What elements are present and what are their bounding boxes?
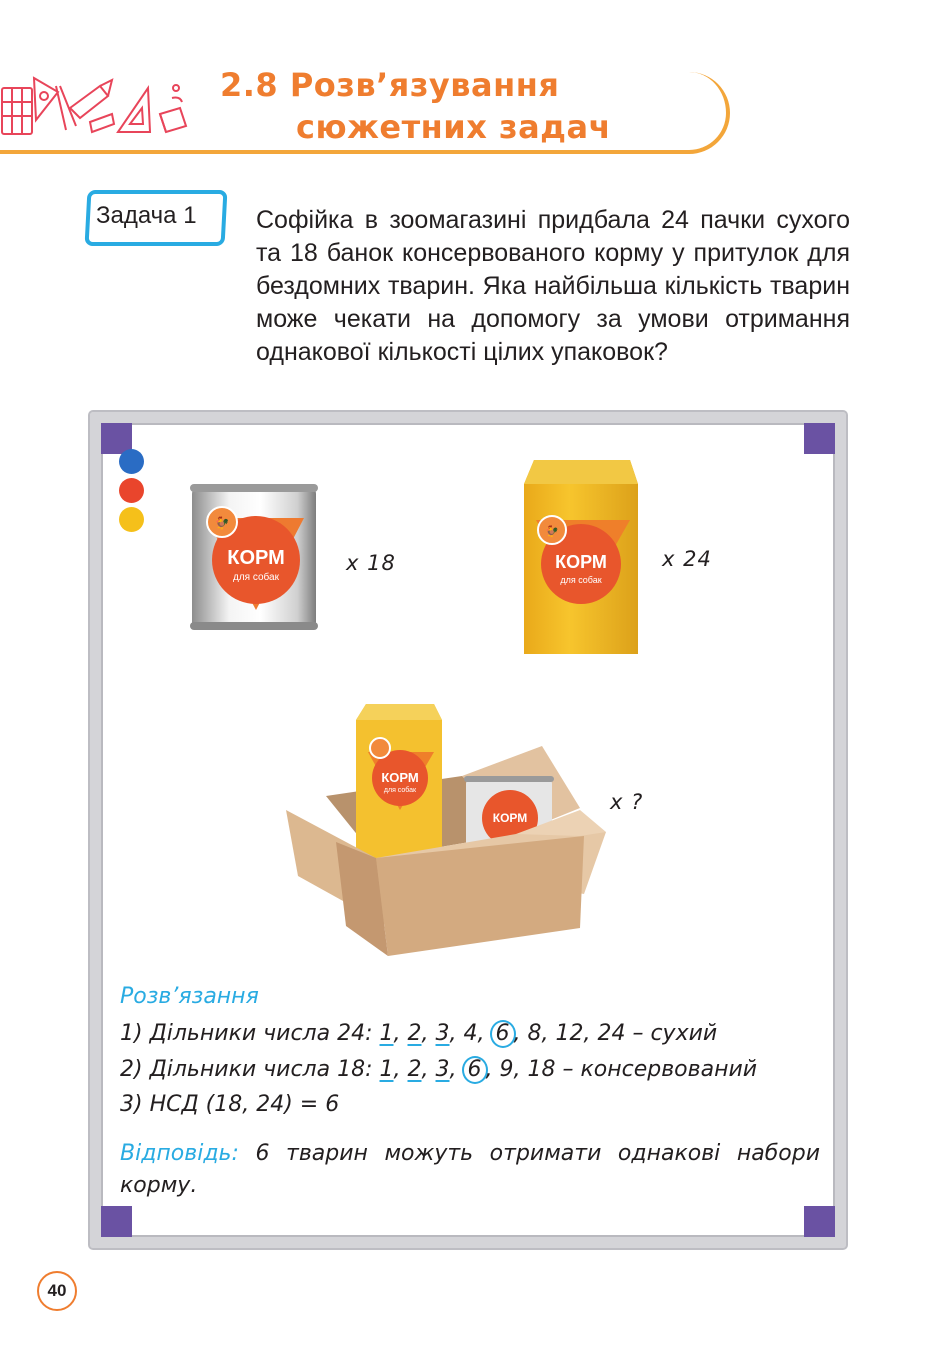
line1-suffix: – сухий bbox=[625, 1021, 718, 1046]
solution-title: Розв’язання bbox=[120, 984, 259, 1009]
title-line-1: 2.8 Розв’язування bbox=[220, 66, 560, 104]
box-count: x ? bbox=[610, 790, 644, 814]
page-number: 40 bbox=[37, 1271, 77, 1311]
line1-prefix: 1) Дільники числа 24: bbox=[120, 1021, 380, 1046]
line1-rest: 8, 12, 24 bbox=[527, 1021, 626, 1046]
box-bag-label: КОРМ bbox=[381, 770, 419, 785]
bag-sublabel: для собак bbox=[560, 575, 602, 585]
line2-divisor-2: 2 bbox=[407, 1057, 422, 1082]
line2-prefix: 2) Дільники числа 18: bbox=[120, 1057, 380, 1082]
line1-divisor-2: 2 bbox=[407, 1021, 422, 1046]
box-bag-sublabel: для собак bbox=[383, 787, 417, 794]
can-count: x 18 bbox=[346, 551, 396, 575]
line2-divisor-3: 3 bbox=[435, 1057, 450, 1082]
line1-divisor-4: 4 bbox=[463, 1021, 478, 1046]
can-sublabel: для собак bbox=[233, 572, 279, 583]
food-can-icon bbox=[186, 478, 322, 636]
line1-divisor-1: 1 bbox=[379, 1021, 394, 1046]
solution-line-1: 1) Дільники числа 24: 1, 2, 3, 4, 6 , 8, 12, 24 – сухий bbox=[120, 1021, 718, 1046]
magnet-yellow-icon bbox=[119, 507, 144, 532]
food-bag-icon bbox=[518, 456, 644, 658]
can-label: КОРМ bbox=[227, 547, 285, 569]
line2-suffix: – консервований bbox=[555, 1057, 758, 1082]
answer bbox=[120, 1138, 820, 1202]
solution-line-2: 2) Дільники числа 18: 1, 2, 3, 6 , 9, 18 – консервований bbox=[120, 1057, 758, 1082]
line1-divisor-3: 3 bbox=[435, 1021, 450, 1046]
bag-label: КОРМ bbox=[555, 552, 607, 572]
task-text: Софійка в зоомагазині придбала 24 пачки сухого та 18 банок консервованого корму у притулок для бездомних тварин. Яка найбільша кількість тварин може чекати на допомогу за умови отримання однакової кількості цілих упаковок? bbox=[256, 206, 850, 366]
header-underline bbox=[0, 150, 690, 154]
bag-count: x 24 bbox=[662, 547, 712, 571]
box-can-label: КОРМ bbox=[492, 811, 528, 825]
page-title bbox=[220, 64, 611, 148]
solution-line-3: 3) НСД (18, 24) = 6 bbox=[120, 1092, 340, 1117]
task-label: Задача 1 bbox=[96, 202, 197, 229]
answer-label: Відповідь: bbox=[120, 1141, 239, 1166]
line1-divisor-6-circled: 6 bbox=[490, 1020, 516, 1048]
line2-divisor-1: 1 bbox=[379, 1057, 394, 1082]
line2-rest: 9, 18 bbox=[499, 1057, 556, 1082]
school-supplies-doodle-icon bbox=[0, 68, 200, 146]
title-line-2: сюжетних задач bbox=[296, 108, 612, 146]
magnet-red-icon bbox=[119, 478, 144, 503]
answer-text: 6 тварин можуть отримати однакові набори корму. bbox=[120, 1141, 820, 1198]
box-with-food-icon bbox=[284, 686, 608, 958]
line2-divisor-6-circled: 6 bbox=[462, 1056, 488, 1084]
svg-text:🐓: 🐓 bbox=[545, 526, 559, 538]
svg-text:🐓: 🐓 bbox=[214, 516, 230, 530]
magnet-blue-icon bbox=[119, 449, 144, 474]
